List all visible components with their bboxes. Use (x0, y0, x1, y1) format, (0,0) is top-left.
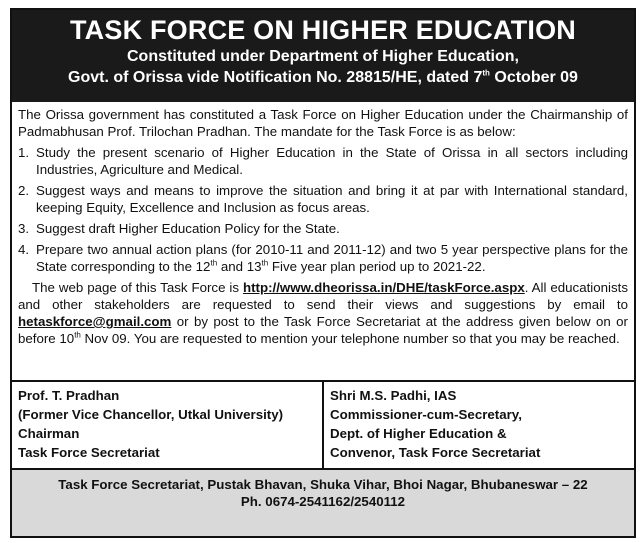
advertisement-notice (10, 8, 636, 538)
mandate-item (18, 241, 628, 275)
item4-text-start: Prepare two annual action plans (for 2010-11 and 2011-12) and two 5 year perspective plans for the State corresponding to the 12 (36, 242, 628, 274)
subtitle-line-2 (18, 67, 628, 88)
mandate-list (18, 144, 628, 275)
subtitle-line-1: Constituted under Department of Higher Education, (126, 48, 519, 65)
header-banner (12, 10, 634, 102)
footer-address (12, 470, 634, 536)
secretariat-address: Task Force Secretariat, Pustak Bhavan, Shuka Vihar, Bhoi Nagar, Bhubaneswar – 22 (58, 477, 588, 492)
mandate-text: Suggest draft Higher Education Policy for the State. (36, 221, 340, 236)
chairman-contact (12, 382, 324, 468)
convenor-contact (324, 382, 634, 468)
mandate-number: 3. (18, 221, 30, 236)
mandate-text: Suggest ways and means to improve the situation and bring it at par with International standard, keeping Equity, Excellence and Inclusion as focus areas. (36, 183, 628, 215)
chairman-office: Task Force Secretariat (18, 445, 160, 460)
notice-body (12, 102, 634, 347)
subtitle-notification-text: Govt. of Orissa vide Notification No. 28815/HE, dated 7 (68, 69, 483, 86)
convenor-designation: Commissioner-cum-Secretary, (330, 407, 522, 422)
mandate-number: 4. (18, 242, 30, 257)
mandate-number: 1. (18, 145, 30, 160)
subtitle-date-month: October 09 (489, 69, 578, 86)
webpage-post-text: or by post to the Task Force Secretariat at the address given below on or before 10 (18, 314, 628, 346)
chairman-name: Prof. T. Pradhan (18, 388, 120, 403)
contacts-section (12, 380, 634, 470)
deadline-date-suffix: th (74, 330, 81, 340)
subtitle-date-suffix: th (482, 68, 490, 78)
email-link[interactable]: hetaskforce@gmail.com (18, 314, 172, 329)
mandate-text: Study the present scenario of Higher Education in the State of Orissa in all sectors including Industries, Agriculture and Medical. (36, 145, 628, 177)
secretariat-phone: Ph. 0674-2541162/2540112 (240, 494, 406, 509)
intro-paragraph: The Orissa government has constituted a Task Force on Higher Education under the Chairmanship of Padmabhusan Prof. Trilochan Pradhan. The mandate for the Task Force is as below: (18, 107, 628, 139)
notice-title: TASK FORCE ON HIGHER EDUCATION (69, 15, 576, 45)
convenor-name: Shri M.S. Padhi, IAS (330, 388, 457, 403)
chairman-former-role: (Former Vice Chancellor, Utkal University) (18, 407, 284, 422)
mandate-item (18, 144, 628, 178)
mandate-text (36, 241, 628, 275)
task-force-web-link[interactable]: http://www.dheorissa.in/DHE/taskForce.aspx (242, 280, 525, 295)
item4-text-end: Five year plan period up to 2021-22. (268, 259, 486, 274)
item4-text-mid: and 13 (217, 259, 262, 274)
mandate-item (18, 182, 628, 216)
mandate-number: 2. (18, 183, 30, 198)
mandate-item (18, 220, 628, 237)
webpage-intro-text: The web page of this Task Force is (32, 280, 243, 295)
convenor-department: Dept. of Higher Education & (330, 426, 507, 441)
item4-suffix-13th: th (261, 258, 269, 268)
convenor-role: Convenor, Task Force Secretariat (330, 445, 541, 460)
webpage-closing-text: Nov 09. You are requested to mention your telephone number so that you may be reached. (80, 331, 620, 346)
webpage-paragraph (18, 279, 628, 347)
chairman-title: Chairman (18, 426, 80, 441)
webpage-mid-text: . All educationists and other stakeholders are requested to send their views and suggestions by email to (18, 280, 628, 312)
item4-suffix-12th: th (210, 258, 218, 268)
